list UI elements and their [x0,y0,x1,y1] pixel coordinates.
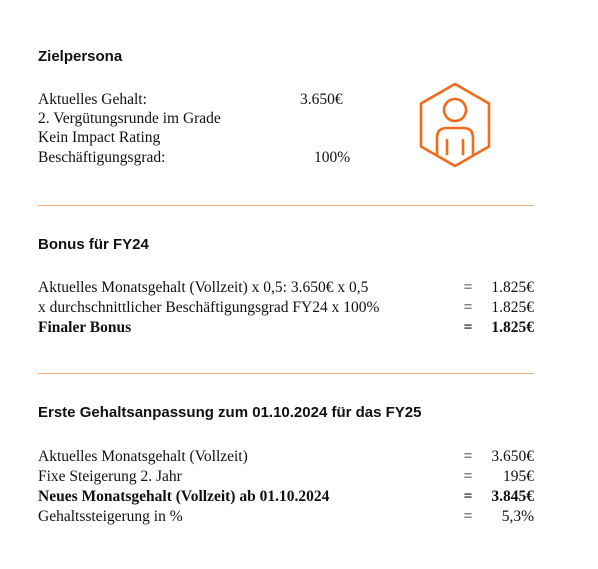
adjustment-row [38,447,534,467]
bonus-label: x durchschnittlicher Beschäftigungsgrad FY24 x 100% [38,299,380,316]
persona-row-employment-level [38,148,351,168]
equals-sign: = [463,468,473,485]
bonus-row [38,298,534,318]
persona-value: 100% [314,149,351,166]
adjustment-amount: 3.845€ [491,488,534,505]
bonus-label: Aktuelles Monatsgehalt (Vollzeit) x 0,5: 3.650€ x 0,5 [38,279,369,296]
adjustment-label: Aktuelles Monatsgehalt (Vollzeit) [38,448,248,465]
bonus-amount: 1.825€ [491,319,534,336]
persona-row-round [38,109,221,129]
persona-label: Aktuelles Gehalt: [38,91,147,108]
adjustment-heading: Erste Gehaltsanpassung zum 01.10.2024 für das FY25 [38,404,422,421]
equals-sign: = [463,319,473,336]
adjustment-amount: 5,3% [501,508,534,525]
bonus-amount: 1.825€ [491,299,534,316]
adjustment-label: Gehaltssteigerung in % [38,508,183,525]
adjustment-label: Neues Monatsgehalt (Vollzeit) ab 01.10.2024 [38,488,330,505]
equals-sign: = [463,488,473,505]
bonus-heading: Bonus für FY24 [38,236,149,253]
equals-sign: = [463,508,473,525]
persona-row-current-salary [38,90,343,110]
person-hexagon-icon [416,80,494,170]
persona-label: Kein Impact Rating [38,129,161,146]
persona-heading: Zielpersona [38,48,123,65]
equals-sign: = [463,279,473,296]
bonus-amount: 1.825€ [491,279,534,296]
adjustment-label: Fixe Steigerung 2. Jahr [38,468,182,485]
persona-row-rating [38,128,160,148]
bonus-row [38,278,534,298]
adjustment-amount: 3.650€ [491,448,534,465]
equals-sign: = [463,448,473,465]
section-divider [38,373,534,374]
adjustment-row [38,507,534,527]
bonus-label: Finaler Bonus [38,319,132,336]
persona-label: Beschäftigungsgrad: [38,149,166,166]
adjustment-row [38,467,534,487]
equals-sign: = [463,299,473,316]
persona-value: 3.650€ [300,91,343,108]
section-divider [38,205,534,206]
adjustment-total-row [38,487,534,507]
adjustment-amount: 195€ [503,468,534,485]
persona-label: 2. Vergütungsrunde im Grade [38,110,221,127]
bonus-total-row [38,318,534,338]
